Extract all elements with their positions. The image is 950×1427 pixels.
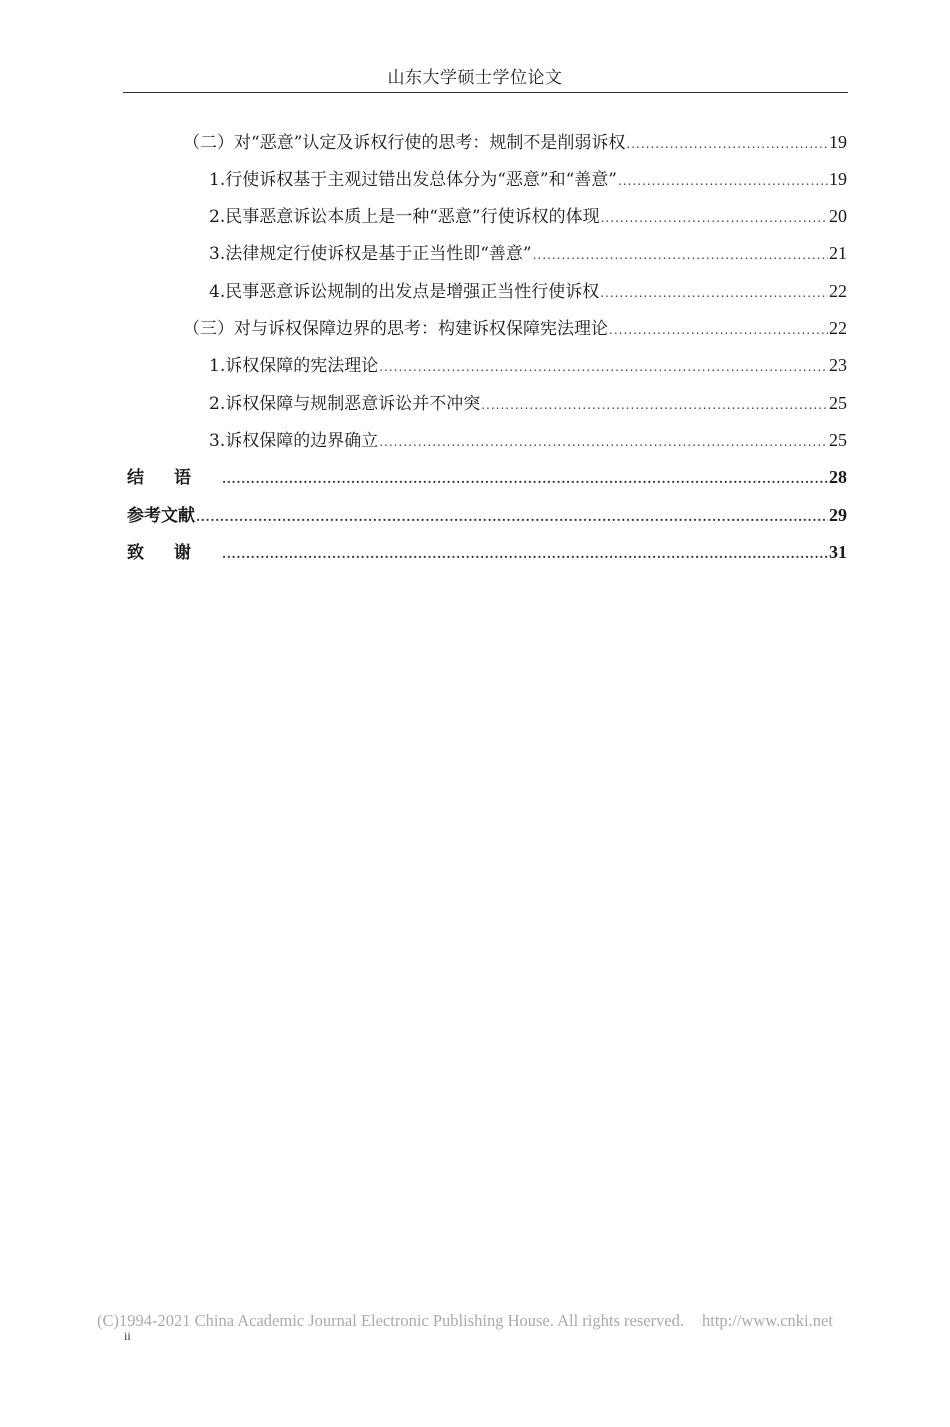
page-number: ii	[124, 1329, 131, 1343]
dot-leader	[222, 543, 828, 565]
toc-entry-3-1[interactable]	[209, 354, 847, 378]
dot-leader	[601, 207, 828, 229]
toc-entry-section-2[interactable]	[183, 131, 847, 155]
toc-entry-label: 1.行使诉权基于主观过错出发总体分为“恶意”和“善意”	[209, 170, 617, 190]
toc-entry-label: 参考文献	[127, 506, 195, 526]
dot-leader	[481, 394, 828, 416]
header-rule	[123, 92, 848, 93]
toc-entry-page: 22	[829, 281, 847, 301]
toc-entry-3-3[interactable]	[209, 429, 847, 453]
running-header-title: 山东大学硕士学位论文	[387, 68, 563, 88]
toc-entry-2-2[interactable]	[209, 205, 847, 229]
toc-entry-3-2[interactable]	[209, 392, 847, 416]
dot-leader	[618, 170, 828, 192]
toc-entry-page: 25	[829, 393, 847, 413]
toc-entry-label: （三）对与诉权保障边界的思考：构建诉权保障宪法理论	[183, 319, 608, 339]
dot-leader	[222, 468, 828, 490]
toc-entry-label: 2.诉权保障与规制恶意诉讼并不冲突	[209, 394, 481, 414]
toc-entry-label: 结语	[127, 468, 221, 488]
copyright-text: (C)1994-2021 China Academic Journal Electronic Publishing House. All rights reserved.	[97, 1311, 685, 1330]
toc-entry-page: 31	[829, 542, 847, 562]
toc-entry-label: 3.法律规定行使诉权是基于正当性即“善意”	[209, 244, 532, 264]
toc-entry-section-3[interactable]	[183, 317, 847, 341]
toc-entry-conclusion[interactable]	[127, 466, 847, 490]
toc-entry-label: 致谢	[127, 543, 221, 563]
toc-entry-page: 20	[829, 206, 847, 226]
toc-entry-page: 29	[829, 505, 847, 525]
cnki-url[interactable]: http://www.cnki.net	[702, 1311, 833, 1330]
toc-entry-label: 4.民事恶意诉讼规制的出发点是增强正当性行使诉权	[209, 282, 600, 302]
dot-leader	[379, 356, 828, 378]
toc-entry-page: 22	[829, 318, 847, 338]
dot-leader	[600, 282, 828, 304]
toc-entry-page: 25	[829, 430, 847, 450]
dot-leader	[533, 244, 828, 266]
toc-entry-page: 21	[829, 243, 847, 263]
toc-entry-page: 28	[829, 467, 847, 487]
toc-entry-page: 23	[829, 355, 847, 375]
dot-leader	[609, 319, 828, 341]
dot-leader	[626, 133, 828, 155]
toc-entry-2-3[interactable]	[209, 242, 847, 266]
toc-entry-label: 2.民事恶意诉讼本质上是一种“恶意”行使诉权的体现	[209, 207, 600, 227]
dot-leader	[196, 506, 828, 528]
toc-entry-2-4[interactable]	[209, 280, 847, 304]
toc-entry-2-1[interactable]	[209, 168, 847, 192]
toc-entry-acknowledgements[interactable]	[127, 541, 847, 565]
toc-entry-label: 1.诉权保障的宪法理论	[209, 356, 379, 376]
toc-entry-page: 19	[829, 169, 847, 189]
toc-entry-references[interactable]	[127, 504, 847, 528]
toc-entry-label: （二）对“恶意”认定及诉权行使的思考：规制不是削弱诉权	[183, 133, 626, 153]
toc-entry-label: 3.诉权保障的边界确立	[209, 431, 379, 451]
copyright-footer	[97, 1311, 833, 1331]
dot-leader	[379, 431, 828, 453]
toc-entry-page: 19	[829, 132, 847, 152]
